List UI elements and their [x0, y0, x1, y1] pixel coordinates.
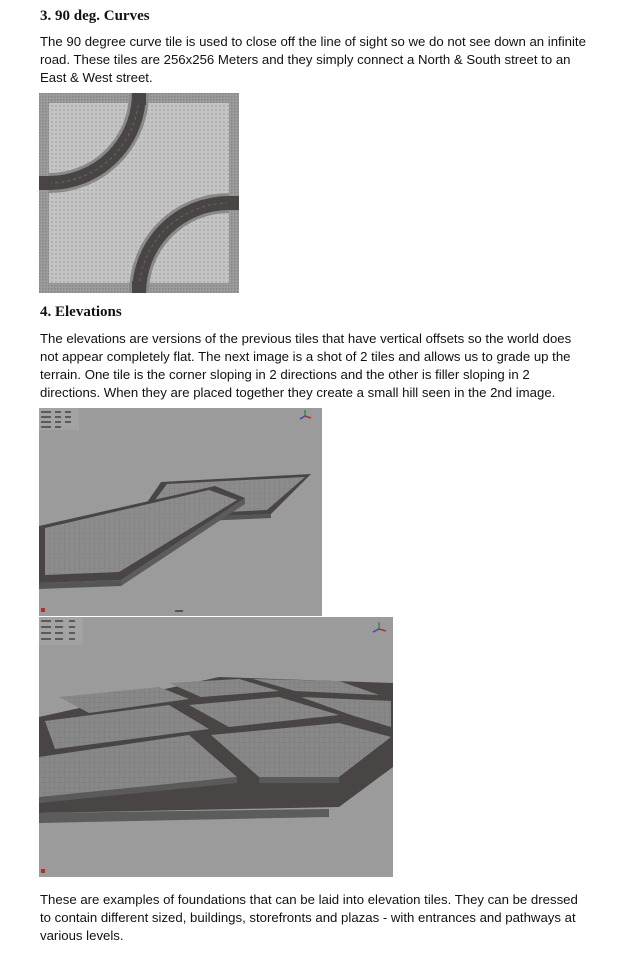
curve-tile-image — [39, 93, 239, 293]
elevations-paragraph: The elevations are versions of the previous tiles that have vertical offsets so the world does not appear completely flat. The next image is a shot of 2 tiles and allows us to grade up the terrain. One tile is the corner sloping in 2 directions and the other is filler sloping in 2 directions. When they are placed together they create a small hill seen in the 2nd image. — [40, 331, 572, 400]
section-heading-curves: 3. 90 deg. Curves — [40, 8, 150, 24]
closing-paragraph: These are examples of foundations that can be laid into elevation tiles. They can be dressed to contain different sized, buildings, storefronts and plazas - with entrances and pathways at various levels. — [40, 892, 578, 943]
elevation-tiles-viewport-image — [39, 408, 322, 616]
section-heading-elevations: 4. Elevations — [40, 304, 122, 320]
curves-paragraph: The 90 degree curve tile is used to close off the line of sight so we do not see down an infinite road. These tiles are 256x256 Meters and they simply connect a North & South street to an East & West street. — [40, 34, 586, 85]
elevation-hill-viewport-image — [39, 617, 393, 877]
